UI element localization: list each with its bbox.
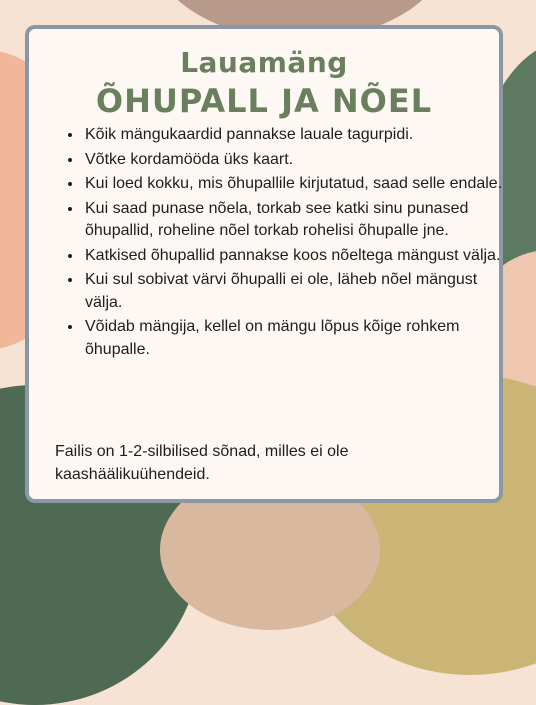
footer-note: Failis on 1-2-silbilised sõnad, milles ei ole kaashäälikuühendeid. [55,443,349,483]
rule-item: • Kui saad punase nõela, torkab see katki sinu punased õhupallid, roheline nõel torkab rohelisi õhupalle jne. [83,198,503,243]
rule-item: • Kui sul sobivat värvi õhupalli ei ole, läheb nõel mängust välja. [83,269,503,314]
rules-list [59,124,503,363]
rules-card [25,25,503,503]
rule-item: • Kõik mängukaardid pannakse lauale tagurpidi. [83,124,503,147]
title-line-2: ÕHUPALL JA NÕEL [95,82,433,120]
title-line-1: Lauamäng [180,46,348,79]
rule-item: • Katkised õhupallid pannakse koos nõeltega mängust välja. [83,245,503,268]
rule-item: • Võtke kordamööda üks kaart. [83,149,503,172]
rule-item: • Kui loed kokku, mis õhupallile kirjutatud, saad selle endale. [83,173,503,196]
rule-item: • Võidab mängija, kellel on mängu lõpus kõige rohkem õhupalle. [83,316,503,361]
